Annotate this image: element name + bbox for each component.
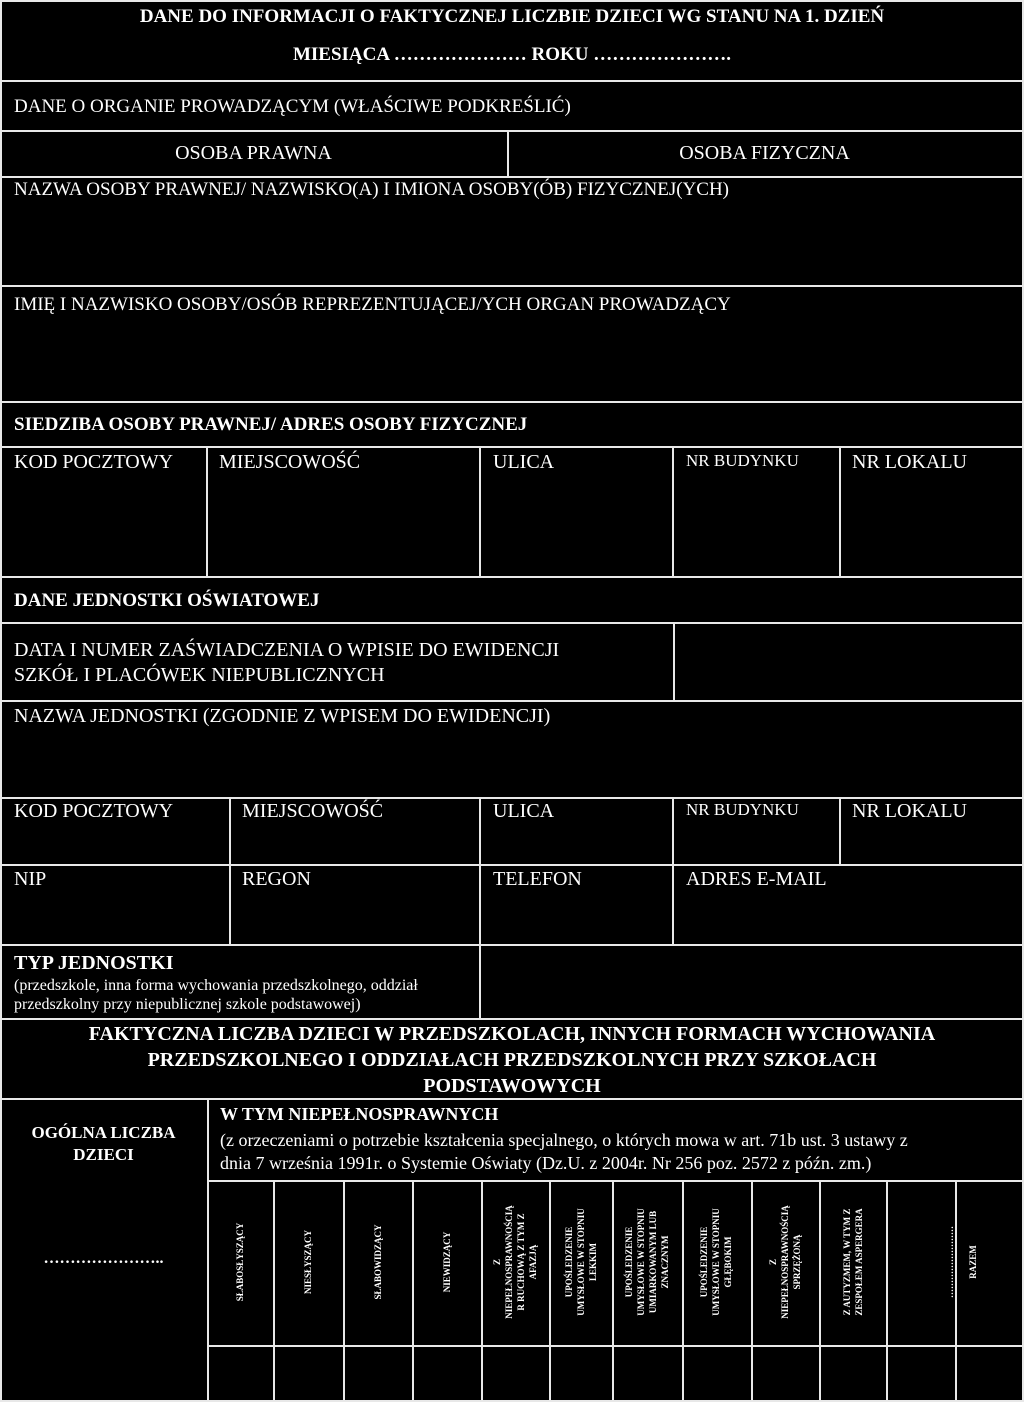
rule-after-seat-address xyxy=(0,576,1024,578)
col-mild-intellectual-line3: LEKKIM xyxy=(588,1242,598,1282)
rule-after-column-headers xyxy=(207,1345,1024,1347)
count-title-line1: FAKTYCZNA LICZBA DZIECI W PRZEDSZKOLACH, INNYCH FORMACH WYCHOWANIA xyxy=(88,1023,936,1045)
organ-name-label: NAZWA OSOBY PRAWNEJ/ NAZWISKO(A) I IMIONA OSOBY(ÓB) FIZYCZNEJ(YCH) xyxy=(14,179,729,200)
certificate-label-line1: DATA I NUMER ZAŚWIADCZENIA O WPISIE DO EWIDENCJI xyxy=(14,639,560,661)
col-multiple-disability-line2: NIEPEŁNOSPRAWNOŚCIĄ xyxy=(780,1205,790,1319)
header-title-line1: DANE DO INFORMACJI O FAKTYCZNEJ LICZBIE DZIECI WG STANU NA 1. DZIEŃ xyxy=(139,6,885,27)
rule-after-count-title xyxy=(0,1098,1024,1100)
legal-person-option[interactable]: OSOBA PRAWNA xyxy=(175,142,332,164)
col-mild-intellectual-line2: UMYSŁOWE W STOPNIU xyxy=(576,1208,586,1316)
rule-after-representative-field xyxy=(0,401,1024,403)
col-deaf-label: NIESŁYSZĄCY xyxy=(303,1229,313,1295)
col-profound-intellectual-line2: UMYSŁOWE W STOPNIU xyxy=(711,1208,721,1316)
phone-label: TELEFON xyxy=(493,868,582,890)
col-motor-disability-line2: NIEPEŁNOSPRAWNOŚCIĄ xyxy=(504,1205,514,1319)
email-label: ADRES E-MAIL xyxy=(686,868,827,890)
rule-after-header xyxy=(0,80,1024,82)
divider-unit-type-value xyxy=(479,944,481,1018)
col-divider-9 xyxy=(819,1180,821,1400)
seat-city-label: MIEJSCOWOŚĆ xyxy=(219,451,361,473)
unit-section-title: DANE JEDNOSTKI OŚWIATOWEJ xyxy=(14,590,320,611)
rule-after-unit-type xyxy=(0,1018,1024,1020)
certificate-label-line2: SZKÓŁ I PLACÓWEK NIEPUBLICZNYCH xyxy=(14,664,385,686)
representative-label: IMIĘ I NAZWISKO OSOBY/OSÓB REPREZENTUJĄCEJ/YCH ORGAN PROWADZĄCY xyxy=(14,294,731,315)
regon-label: REGON xyxy=(242,868,311,890)
divider-unit-city xyxy=(229,797,231,944)
col-moderate-intellectual-line3: UMIARKOWANYM LUB xyxy=(648,1210,658,1314)
divider-certificate-value xyxy=(673,622,675,700)
unit-type-desc-line2: przedszkolny przy niepublicznej szkole podstawowej) xyxy=(14,996,361,1013)
border-left xyxy=(0,0,2,1402)
total-children-label-line1: OGÓLNA LICZBA xyxy=(31,1123,176,1142)
rule-after-seat-title xyxy=(0,446,1024,448)
col-divider-5 xyxy=(549,1180,551,1400)
rule-after-name-field xyxy=(0,285,1024,287)
rule-after-person-type xyxy=(0,176,1024,178)
nip-label: NIP xyxy=(14,868,47,890)
rule-after-unit-address xyxy=(0,864,1024,866)
divider-seat-apartment xyxy=(839,446,841,576)
disabled-title: W TYM NIEPEŁNOSPRAWNYCH xyxy=(220,1104,499,1124)
rule-after-disabled-title xyxy=(207,1180,1024,1182)
col-divider-6 xyxy=(612,1180,614,1400)
divider-unit-building xyxy=(672,797,674,944)
col-motor-disability-line3: R RUCHOWĄ Z TYM Z xyxy=(516,1213,526,1311)
col-moderate-intellectual-line1: UPOŚLEDZENIE xyxy=(624,1226,634,1298)
col-divider-4 xyxy=(481,1180,483,1400)
col-profound-intellectual-line1: UPOŚLEDZENIE xyxy=(699,1226,709,1298)
col-divider-2 xyxy=(343,1180,345,1400)
col-autism-line2: ZESPOŁEM ASPERGERA xyxy=(854,1208,864,1316)
col-multiple-disability-line1: Z xyxy=(768,1258,778,1266)
divider-unit-street xyxy=(479,797,481,944)
disabled-desc-line1: (z orzeczeniami o potrzebie kształcenia specjalnego, o których mowa w art. 71b ust. 3 ustawy z xyxy=(220,1130,908,1150)
col-mild-intellectual-line1: UPOŚLEDZENIE xyxy=(564,1226,574,1298)
unit-type-title: TYP JEDNOSTKI xyxy=(14,952,174,974)
disabled-desc-line2: dnia 7 września 1991r. o Systemie Oświaty (Dz.U. z 2004r. Nr 256 poz. 2572 z późn. zm.) xyxy=(220,1153,872,1173)
divider-total-count xyxy=(207,1098,209,1400)
divider-seat-street xyxy=(479,446,481,576)
unit-postal-code-label: KOD POCZTOWY xyxy=(14,800,174,822)
col-divider-7 xyxy=(682,1180,684,1400)
count-title-line3: PODSTAWOWYCH xyxy=(423,1075,601,1097)
unit-name-label: NAZWA JEDNOSTKI (ZGODNIE Z WPISEM DO EWIDENCJI) xyxy=(14,705,551,727)
col-blind-label: NIEWIDZĄCY xyxy=(442,1231,452,1293)
col-moderate-intellectual-line2: UMYSŁOWE W STOPNIU xyxy=(636,1208,646,1316)
count-title-line2: PRZEDSZKOLNEGO I ODDZIAŁACH PRZEDSZKOLNYCH PRZY SZKOŁACH xyxy=(147,1049,877,1071)
rule-after-contact xyxy=(0,944,1024,946)
col-profound-intellectual-line3: GŁĘBOKIM xyxy=(723,1236,733,1288)
col-total-label: RAZEM xyxy=(968,1245,978,1279)
seat-building-label: NR BUDYNKU xyxy=(686,451,799,470)
border-top xyxy=(0,0,1024,2)
header-title-line2: MIESIĄCA ………………… ROKU …………………. xyxy=(292,44,732,65)
rule-after-unit-title xyxy=(0,622,1024,624)
seat-postal-code-label: KOD POCZTOWY xyxy=(14,451,174,473)
col-divider-8 xyxy=(751,1180,753,1400)
unit-city-label: MIEJSCOWOŚĆ xyxy=(242,800,384,822)
unit-apartment-label: NR LOKALU xyxy=(852,800,967,822)
col-multiple-disability-line3: SPRZĘŻONĄ xyxy=(792,1234,802,1290)
col-motor-disability-line4: AFAZJĄ xyxy=(528,1244,538,1280)
rule-after-organ-title xyxy=(0,130,1024,132)
total-children-blank: ………………….. xyxy=(43,1250,164,1267)
unit-building-label: NR BUDYNKU xyxy=(686,800,799,819)
seat-apartment-label: NR LOKALU xyxy=(852,451,967,473)
col-divider-1 xyxy=(273,1180,275,1400)
natural-person-option[interactable]: OSOBA FIZYCZNA xyxy=(679,142,850,164)
col-visually-impaired-label: SŁABOWIDZĄCY xyxy=(373,1224,383,1300)
col-divider-3 xyxy=(412,1180,414,1400)
rule-after-certificate xyxy=(0,700,1024,702)
seat-street-label: ULICA xyxy=(493,451,555,473)
divider-unit-apartment xyxy=(839,797,841,864)
col-motor-disability-line1: Z xyxy=(492,1258,502,1266)
seat-section-title: SIEDZIBA OSOBY PRAWNEJ/ ADRES OSOBY FIZYCZNEJ xyxy=(14,414,528,435)
col-divider-10 xyxy=(886,1180,888,1400)
col-hard-of-hearing-label: SŁABOSŁYSZĄCY xyxy=(235,1222,245,1302)
divider-seat-city xyxy=(206,446,208,576)
divider-seat-building xyxy=(672,446,674,576)
col-other-label: …………………… xyxy=(945,1226,955,1298)
col-autism-line1: Z AUTYZMEM, W TYM Z xyxy=(842,1208,852,1316)
unit-type-desc-line1: (przedszkole, inna forma wychowania przedszkolnego, oddział xyxy=(14,977,418,994)
total-children-label-line2: DZIECI xyxy=(73,1145,134,1164)
rule-after-unit-name xyxy=(0,797,1024,799)
col-moderate-intellectual-line4: ZNACZNYM xyxy=(660,1235,670,1289)
organ-section-title: DANE O ORGANIE PROWADZĄCYM (WŁAŚCIWE PODKREŚLIĆ) xyxy=(14,96,571,117)
unit-street-label: ULICA xyxy=(493,800,555,822)
